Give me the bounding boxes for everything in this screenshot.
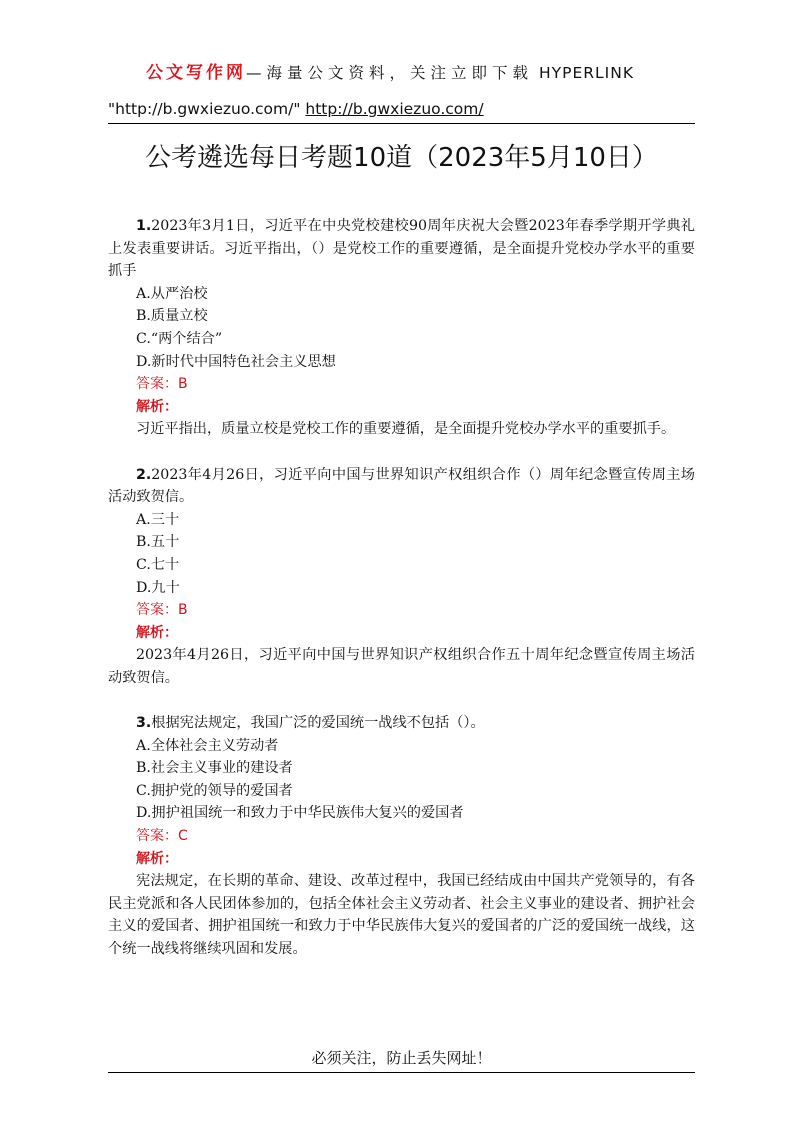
questions-list [108,215,695,961]
site-link[interactable]: http://b.gwxiezuo.com/ [305,100,484,118]
page-title: 公考遴选每日考题10道（2023年5月10日） [145,143,658,173]
question-item [108,712,695,961]
option-c: C.“两个结合” [136,330,223,347]
hyperlink-field-code: HYPERLINK [539,64,635,82]
explanation-label: 解析： [136,850,178,867]
question-number: 3. [136,715,152,732]
option-b: B.五十 [136,534,180,551]
quoted-url: "http://b.gwxiezuo.com/" [108,100,301,118]
explanation-label: 解析： [136,398,178,415]
option-b: B.质量立校 [136,308,208,325]
option-d: D.新时代中国特色社会主义思想 [136,353,336,370]
question-text: 2023年3月1日，习近平在中央党校建校90周年庆祝大会暨2023年春季学期开学典礼上发表重要讲话。习近平指出，（）是党校工作的重要遵循，是全面提升党校办学水平的重要抓手 [108,218,695,280]
question-number: 2. [136,466,152,483]
explanation-label: 解析： [136,624,178,641]
option-a: A.三十 [136,511,180,528]
explanation-text: 习近平指出，质量立校是党校工作的重要遵循，是全面提升党校办学水平的重要抓手。 [136,421,676,438]
option-d: D.拥护祖国统一和致力于中华民族伟大复兴的爱国者 [136,805,464,822]
question-item [108,464,695,690]
question-text: 根据宪法规定，我国广泛的爱国统一战线不包括（）。 [151,715,485,732]
question-text: 2023年4月26日，习近平向中国与世界知识产权组织合作（）周年纪念暨宣传周主场活动致贺信。 [108,466,695,506]
question-stem [108,215,695,283]
footer-notice: 必须关注，防止丢失网址！ [311,1049,492,1067]
option-d: D.九十 [136,579,180,596]
header-divider [108,123,695,124]
answer-line: 答案：C [136,828,188,845]
option-c: C.七十 [136,556,180,573]
option-b: B.社会主义事业的建设者 [136,760,293,777]
explanation-text: 2023年4月26日，习近平向中国与世界知识产权组织合作五十周年纪念暨宣传周主场活动致贺信。 [108,647,695,686]
header-slogan: —海量公文资料，关注立即下载 [246,64,534,82]
answer-line: 答案：B [136,376,188,393]
question-number: 1. [136,218,152,234]
option-a: A.从严治校 [136,285,208,302]
option-a: A.全体社会主义劳动者 [136,737,279,754]
header-url-line [108,97,695,121]
footer-divider [108,1072,695,1073]
explanation-text: 宪法规定，在长期的革命、建设、改革过程中，我国已经结成由中国共产党领导的，有各民主党派和各人民团体参加的，包括全体社会主义劳动者、社会主义事业的建设者、拥护社会主义的爱国者、拥护祖国统一和致力于中华民族伟大复兴的爱国者的广泛的爱国统一战线，这个统一战线将继续巩固和发展。 [108,873,695,957]
answer-line: 答案：B [136,602,188,619]
header-banner [146,60,695,86]
question-stem [108,712,695,735]
question-stem [108,464,695,509]
brand-name: 公文写作网 [146,63,246,83]
question-item [108,215,695,441]
option-c: C.拥护党的领导的爱国者 [136,782,293,799]
